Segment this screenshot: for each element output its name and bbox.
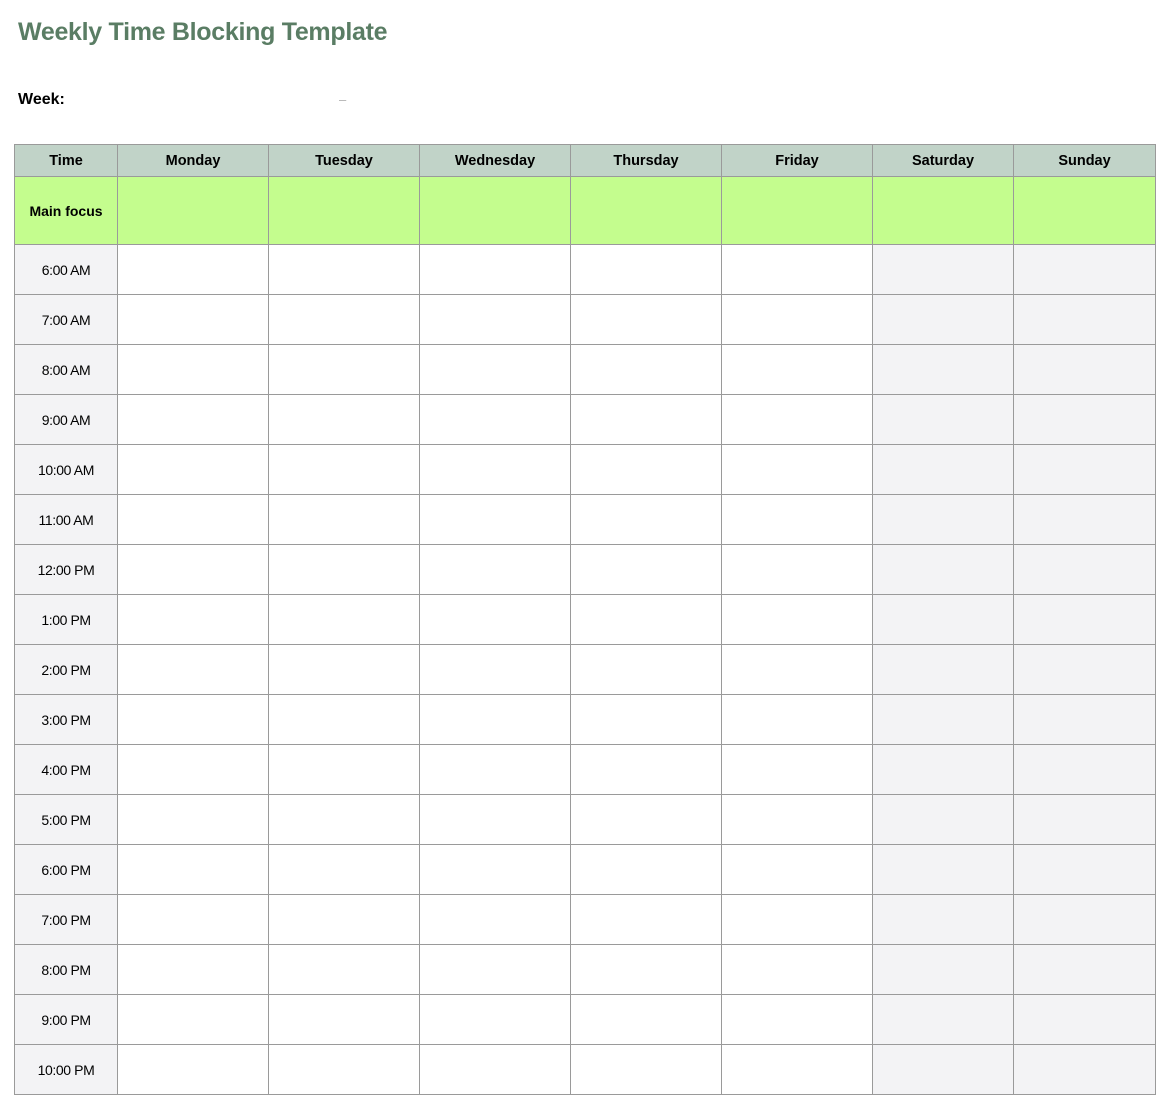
schedule-cell-friday[interactable] [722, 545, 873, 595]
schedule-cell-thursday[interactable] [571, 495, 722, 545]
time-label: 12:00 PM [15, 545, 118, 595]
schedule-cell-thursday[interactable] [571, 295, 722, 345]
schedule-cell-wednesday[interactable] [420, 795, 571, 845]
main-focus-label: Main focus [15, 177, 118, 245]
table-row [15, 1045, 1156, 1095]
schedule-cell-saturday[interactable] [873, 645, 1014, 695]
schedule-cell-monday[interactable] [118, 995, 269, 1045]
schedule-cell-tuesday[interactable] [269, 345, 420, 395]
schedule-cell-sunday[interactable] [1014, 795, 1156, 845]
schedule-cell-monday[interactable] [118, 495, 269, 545]
focus-cell-monday[interactable] [118, 177, 269, 245]
time-label: 4:00 PM [15, 745, 118, 795]
schedule-cell-saturday[interactable] [873, 945, 1014, 995]
schedule-cell-wednesday[interactable] [420, 745, 571, 795]
schedule-cell-sunday[interactable] [1014, 395, 1156, 445]
time-label: 6:00 PM [15, 845, 118, 895]
header-saturday: Saturday [873, 145, 1014, 177]
schedule-cell-friday[interactable] [722, 745, 873, 795]
schedule-cell-thursday[interactable] [571, 595, 722, 645]
schedule-cell-thursday[interactable] [571, 845, 722, 895]
schedule-cell-monday[interactable] [118, 1045, 269, 1095]
time-label: 2:00 PM [15, 645, 118, 695]
schedule-cell-thursday[interactable] [571, 695, 722, 745]
schedule-cell-friday[interactable] [722, 395, 873, 445]
schedule-cell-tuesday[interactable] [269, 695, 420, 745]
focus-cell-wednesday[interactable] [420, 177, 571, 245]
schedule-cell-friday[interactable] [722, 495, 873, 545]
schedule-cell-monday[interactable] [118, 845, 269, 895]
table-row [15, 445, 1156, 495]
schedule-cell-friday[interactable] [722, 995, 873, 1045]
table-row [15, 545, 1156, 595]
schedule-cell-wednesday[interactable] [420, 395, 571, 445]
schedule-cell-tuesday[interactable] [269, 945, 420, 995]
time-label: 8:00 PM [15, 945, 118, 995]
schedule-cell-friday[interactable] [722, 445, 873, 495]
schedule-cell-tuesday[interactable] [269, 295, 420, 345]
schedule-cell-saturday[interactable] [873, 595, 1014, 645]
schedule-cell-sunday[interactable] [1014, 895, 1156, 945]
time-label: 11:00 AM [15, 495, 118, 545]
time-label: 10:00 PM [15, 1045, 118, 1095]
schedule-cell-wednesday[interactable] [420, 995, 571, 1045]
schedule-cell-thursday[interactable] [571, 445, 722, 495]
schedule-cell-monday[interactable] [118, 295, 269, 345]
schedule-cell-thursday[interactable] [571, 245, 722, 295]
header-thursday: Thursday [571, 145, 722, 177]
schedule-cell-tuesday[interactable] [269, 245, 420, 295]
time-label: 1:00 PM [15, 595, 118, 645]
schedule-cell-sunday[interactable] [1014, 695, 1156, 745]
schedule-cell-sunday[interactable] [1014, 595, 1156, 645]
schedule-cell-friday[interactable] [722, 1045, 873, 1095]
schedule-cell-tuesday[interactable] [269, 545, 420, 595]
schedule-cell-friday[interactable] [722, 595, 873, 645]
schedule-cell-saturday[interactable] [873, 295, 1014, 345]
schedule-cell-wednesday[interactable] [420, 845, 571, 895]
time-label: 5:00 PM [15, 795, 118, 845]
schedule-cell-wednesday[interactable] [420, 895, 571, 945]
schedule-cell-monday[interactable] [118, 945, 269, 995]
schedule-cell-tuesday[interactable] [269, 495, 420, 545]
schedule-cell-friday[interactable] [722, 245, 873, 295]
header-tuesday: Tuesday [269, 145, 420, 177]
schedule-cell-saturday[interactable] [873, 345, 1014, 395]
schedule-cell-tuesday[interactable] [269, 395, 420, 445]
schedule-cell-thursday[interactable] [571, 645, 722, 695]
header-time: Time [15, 145, 118, 177]
schedule-cell-thursday[interactable] [571, 395, 722, 445]
schedule-cell-thursday[interactable] [571, 745, 722, 795]
schedule-cell-thursday[interactable] [571, 345, 722, 395]
header-friday: Friday [722, 145, 873, 177]
schedule-cell-sunday[interactable] [1014, 745, 1156, 795]
table-row [15, 845, 1156, 895]
schedule-cell-friday[interactable] [722, 345, 873, 395]
schedule-cell-monday[interactable] [118, 395, 269, 445]
main-focus-row [15, 177, 1156, 245]
week-value[interactable]: – [339, 92, 347, 107]
schedule-cell-sunday[interactable] [1014, 295, 1156, 345]
schedule-cell-monday[interactable] [118, 445, 269, 495]
schedule-cell-tuesday[interactable] [269, 445, 420, 495]
focus-cell-saturday[interactable] [873, 177, 1014, 245]
schedule-cell-saturday[interactable] [873, 1045, 1014, 1095]
schedule-cell-sunday[interactable] [1014, 995, 1156, 1045]
focus-cell-friday[interactable] [722, 177, 873, 245]
schedule-cell-thursday[interactable] [571, 995, 722, 1045]
focus-cell-thursday[interactable] [571, 177, 722, 245]
schedule-cell-saturday[interactable] [873, 845, 1014, 895]
schedule-cell-monday[interactable] [118, 695, 269, 745]
table-row [15, 595, 1156, 645]
schedule-cell-monday[interactable] [118, 345, 269, 395]
table-row [15, 895, 1156, 945]
schedule-cell-friday[interactable] [722, 295, 873, 345]
schedule-cell-saturday[interactable] [873, 445, 1014, 495]
schedule-cell-saturday[interactable] [873, 495, 1014, 545]
schedule-cell-tuesday[interactable] [269, 645, 420, 695]
schedule-cell-friday[interactable] [722, 795, 873, 845]
time-label: 6:00 AM [15, 245, 118, 295]
schedule-cell-saturday[interactable] [873, 695, 1014, 745]
schedule-cell-monday[interactable] [118, 645, 269, 695]
focus-cell-sunday[interactable] [1014, 177, 1156, 245]
focus-cell-tuesday[interactable] [269, 177, 420, 245]
table-row [15, 745, 1156, 795]
time-label: 3:00 PM [15, 695, 118, 745]
schedule-cell-tuesday[interactable] [269, 795, 420, 845]
schedule-cell-wednesday[interactable] [420, 1045, 571, 1095]
table-row [15, 795, 1156, 845]
schedule-cell-monday[interactable] [118, 595, 269, 645]
schedule-cell-sunday[interactable] [1014, 245, 1156, 295]
schedule-cell-friday[interactable] [722, 895, 873, 945]
schedule-cell-thursday[interactable] [571, 545, 722, 595]
schedule-cell-sunday[interactable] [1014, 645, 1156, 695]
header-monday: Monday [118, 145, 269, 177]
schedule-cell-wednesday[interactable] [420, 595, 571, 645]
table-row [15, 345, 1156, 395]
schedule-cell-sunday[interactable] [1014, 345, 1156, 395]
schedule-cell-tuesday[interactable] [269, 845, 420, 895]
schedule-cell-wednesday[interactable] [420, 345, 571, 395]
time-label: 9:00 AM [15, 395, 118, 445]
schedule-cell-wednesday[interactable] [420, 495, 571, 545]
schedule-cell-saturday[interactable] [873, 245, 1014, 295]
schedule-cell-wednesday[interactable] [420, 445, 571, 495]
table-row [15, 695, 1156, 745]
table-row [15, 645, 1156, 695]
page-title: Weekly Time Blocking Template [18, 18, 388, 46]
time-label: 10:00 AM [15, 445, 118, 495]
table-row [15, 395, 1156, 445]
schedule-cell-thursday[interactable] [571, 945, 722, 995]
schedule-cell-thursday[interactable] [571, 895, 722, 945]
schedule-cell-tuesday[interactable] [269, 895, 420, 945]
schedule-cell-tuesday[interactable] [269, 1045, 420, 1095]
schedule-cell-wednesday[interactable] [420, 695, 571, 745]
schedule-cell-saturday[interactable] [873, 395, 1014, 445]
schedule-cell-sunday[interactable] [1014, 445, 1156, 495]
schedule-cell-wednesday[interactable] [420, 545, 571, 595]
schedule-cell-sunday[interactable] [1014, 545, 1156, 595]
schedule-cell-saturday[interactable] [873, 745, 1014, 795]
schedule-cell-monday[interactable] [118, 795, 269, 845]
time-label: 7:00 AM [15, 295, 118, 345]
header-wednesday: Wednesday [420, 145, 571, 177]
schedule-cell-sunday[interactable] [1014, 845, 1156, 895]
table-row [15, 295, 1156, 345]
schedule-cell-monday[interactable] [118, 545, 269, 595]
schedule-cell-sunday[interactable] [1014, 1045, 1156, 1095]
schedule-cell-sunday[interactable] [1014, 495, 1156, 545]
schedule-cell-monday[interactable] [118, 745, 269, 795]
table-row [15, 495, 1156, 545]
time-label: 9:00 PM [15, 995, 118, 1045]
schedule-cell-friday[interactable] [722, 645, 873, 695]
header-row [15, 145, 1156, 177]
schedule-cell-wednesday[interactable] [420, 245, 571, 295]
schedule-cell-monday[interactable] [118, 895, 269, 945]
schedule-cell-wednesday[interactable] [420, 645, 571, 695]
schedule-cell-friday[interactable] [722, 695, 873, 745]
time-label: 7:00 PM [15, 895, 118, 945]
time-blocking-table [14, 144, 1156, 1095]
schedule-cell-tuesday[interactable] [269, 995, 420, 1045]
schedule-cell-friday[interactable] [722, 945, 873, 995]
schedule-cell-monday[interactable] [118, 245, 269, 295]
time-label: 8:00 AM [15, 345, 118, 395]
schedule-cell-wednesday[interactable] [420, 295, 571, 345]
schedule-cell-saturday[interactable] [873, 995, 1014, 1045]
schedule-cell-sunday[interactable] [1014, 945, 1156, 995]
header-sunday: Sunday [1014, 145, 1156, 177]
schedule-cell-wednesday[interactable] [420, 945, 571, 995]
schedule-cell-saturday[interactable] [873, 545, 1014, 595]
week-label: Week: [18, 91, 65, 108]
schedule-cell-tuesday[interactable] [269, 745, 420, 795]
schedule-cell-tuesday[interactable] [269, 595, 420, 645]
schedule-cell-saturday[interactable] [873, 795, 1014, 845]
table-row [15, 945, 1156, 995]
schedule-cell-saturday[interactable] [873, 895, 1014, 945]
schedule-cell-friday[interactable] [722, 845, 873, 895]
schedule-cell-thursday[interactable] [571, 1045, 722, 1095]
table-row [15, 245, 1156, 295]
table-row [15, 995, 1156, 1045]
schedule-cell-thursday[interactable] [571, 795, 722, 845]
